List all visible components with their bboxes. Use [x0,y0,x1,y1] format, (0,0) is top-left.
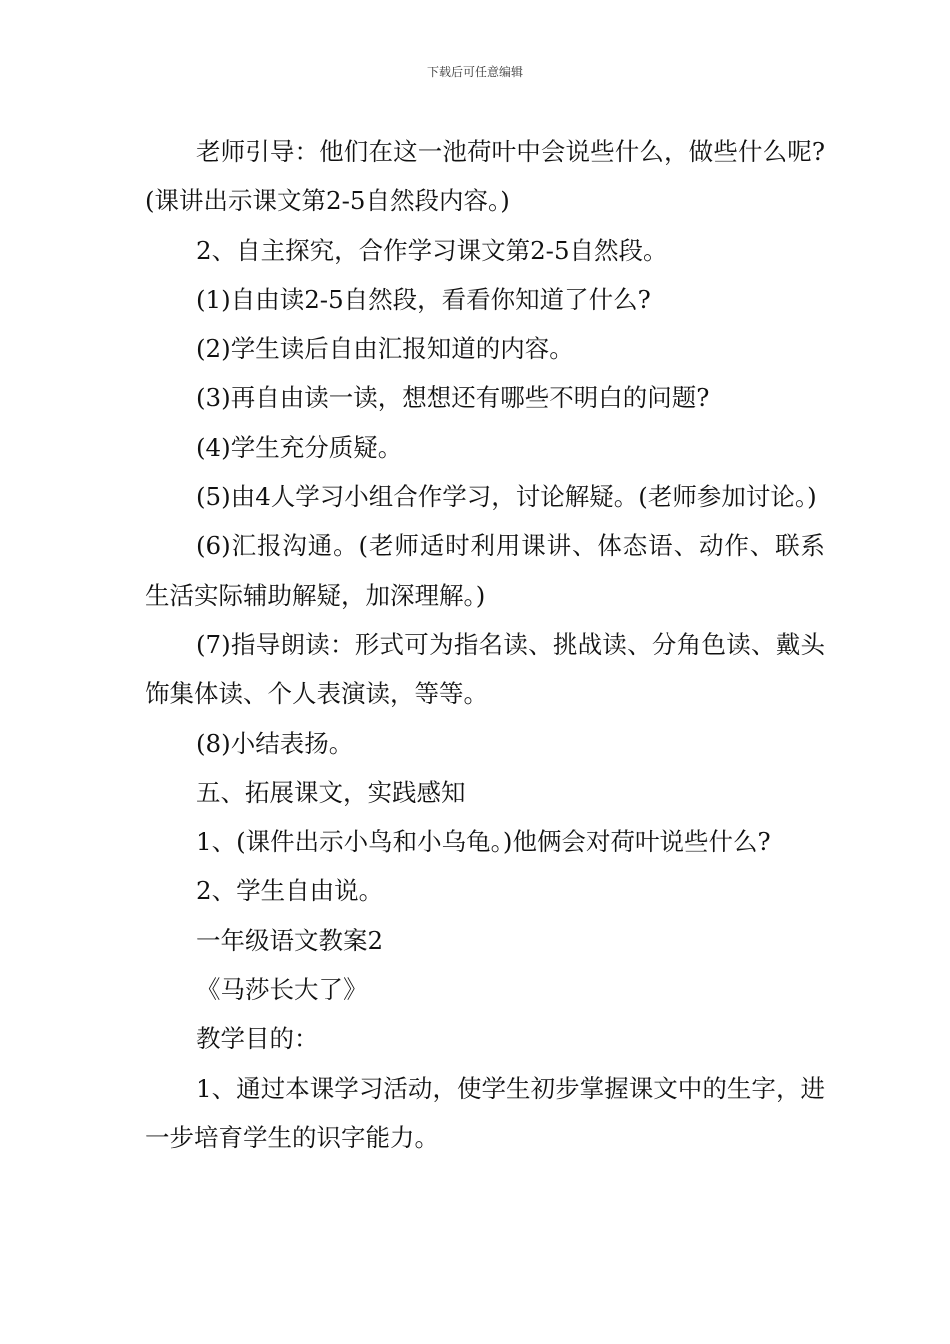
paragraph: 2、学生自由说。 [196,876,384,906]
paragraph: (7)指导朗读：形式可为指名读、挑战读、分角色读、戴头饰集体读、个人表演读，等等。 [145,629,825,709]
page-header-note: 下载后可任意编辑 [426,65,523,79]
paragraph: (6)汇报沟通。(老师适时利用课讲、体态语、动作、联系生活实际辅助解疑，加深理解。) [145,531,825,610]
paragraph: (5)由4人学习小组合作学习，讨论解疑。(老师参加讨论。) [196,482,817,512]
paragraph: 2、自主探究，合作学习课文第2-5自然段。 [196,235,668,265]
paragraph: (3)再自由读一读，想想还有哪些不明白的问题? [196,383,710,413]
section-heading: 五、拓展课文，实践感知 [196,777,466,807]
paragraph: (8)小结表扬。 [196,728,354,758]
paragraph: (2)学生读后自由汇报知道的内容。 [196,334,574,364]
paragraph: 1、(课件出示小鸟和小乌龟。)他俩会对荷叶说些什么? [196,827,771,857]
paragraph: 1、通过本课学习活动，使学生初步掌握课文中的生字，进一步培育学生的识字能力。 [145,1073,825,1152]
lesson-plan-title: 一年级语文教案2 [196,925,384,955]
objectives-heading: 教学目的： [196,1024,319,1054]
lesson-title: 《马莎长大了》 [196,975,368,1005]
paragraph: 老师引导：他们在这一池荷叶中会说些什么，做些什么呢?(课讲出示课文第2-5自然段内容。) [145,137,825,216]
paragraph: (4)学生充分质疑。 [196,432,403,462]
document-body [145,127,825,1162]
paragraph: (1)自由读2-5自然段，看看你知道了什么? [196,284,651,314]
